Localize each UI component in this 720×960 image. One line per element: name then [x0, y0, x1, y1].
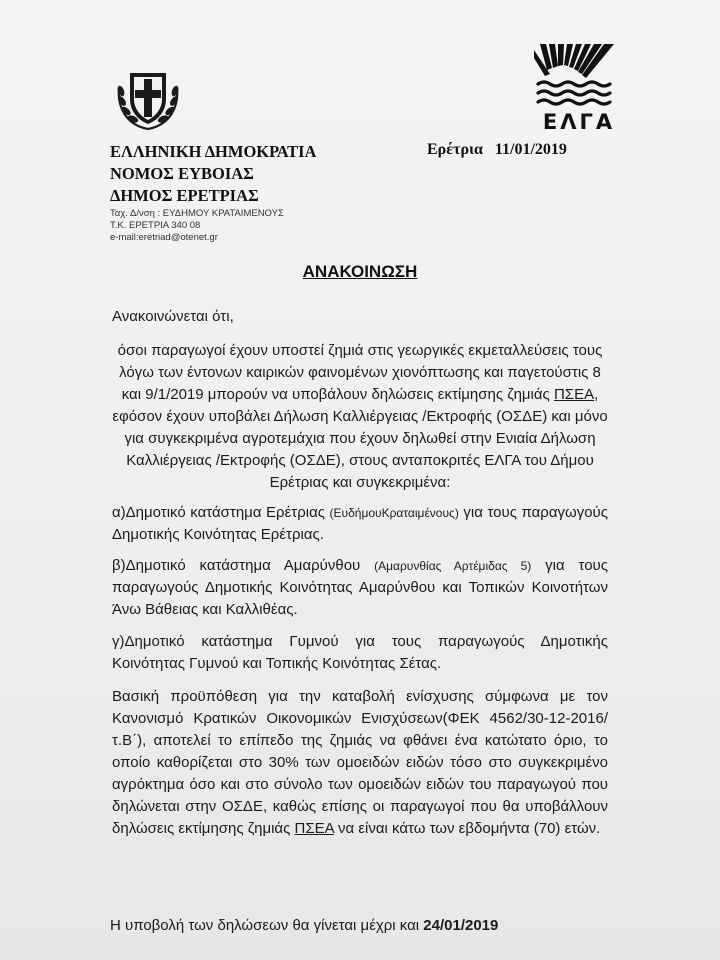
psea-term: ΠΣΕΑ [553, 386, 595, 403]
place-date [427, 141, 567, 159]
deadline-text: Η υποβολή των δηλώσεων θα γίνεται μέχρι και [110, 917, 424, 934]
issuer-line: ΔΗΜΟΣ ΕΡΕΤΡΙΑΣ [110, 186, 259, 205]
paragraph-amarynthos [112, 555, 608, 621]
paragraph-eretria [112, 502, 608, 546]
paragraph-conditions [112, 686, 608, 840]
place: Ερέτρια [427, 141, 483, 158]
paragraph-text: να είναι κάτω των εβδομήντα (70) ετών. [333, 820, 601, 837]
psea-term: ΠΣΕΑ [294, 820, 334, 837]
issuer-block [110, 141, 316, 207]
intro-line: Ανακοινώνεται ότι, [112, 308, 234, 325]
elga-logo-text: ΕΛΓΑ [542, 110, 616, 134]
paragraph-text: για τους παραγωγούς Δημοτικής Κοινότητας Ερέτριας. [112, 504, 608, 543]
contact-email: e-mail:eretriad@otenet.gr [110, 232, 218, 243]
document-heading: ΑΝΑΚΟΙΝΩΣΗ [302, 262, 418, 281]
deadline-line [110, 917, 498, 934]
paragraph-text: για τους παραγωγούς Δημοτικής Κοινότητας Αμαρύνθου και Τοπικών Κοινοτήτων Άνω Βάθειας και Καλλιθέας. [112, 557, 608, 618]
paragraph-text: όσοι παραγωγοί έχουν υποστεί ζημιά στις γεωργικές εκμεταλλεύσεις τους λόγω των έντονων καιρικών φαινομένων χιονόπτωσης και παγετούστις 8 και 9/1/2019 μπορούν να υποβάλουν δηλώσεις εκτίμησης ζημιάς [117, 342, 603, 403]
greek-emblem-logo [112, 63, 184, 135]
paragraph-text: β)Δημοτικό κατάστημα Αμαρύνθου [112, 557, 375, 574]
issuer-line: ΝΟΜΟΣ ΕΥΒΟΙΑΣ [110, 164, 254, 183]
paragraph-text: , εφόσον έχουν υποβάλει Δήλωση Καλλιέργειας /Εκτροφής (ΟΣΔΕ) και μόνο για συγκεκριμένα αγροτεμάχια που έχουν δηλωθεί στην Ενιαία Δήλωση Καλλιέργειας /Εκτροφής (ΟΣΔΕ), στους ανταποκριτές ΕΛΓΑ του Δήμου Ερέτριας και συγκεκριμένα: [112, 386, 608, 491]
paragraph-main [112, 340, 608, 494]
deadline-date: 24/01/2019 [423, 917, 499, 934]
contact-address: Ταχ. Δ/νση : ΕΥΔΗΜΟΥ ΚΡΑΤΑΙΜΕΝΟΥΣ [110, 208, 284, 219]
office-address: (ΕυδήμουΚραταιμένους) [329, 506, 459, 520]
contact-postcode: Τ.Κ. ΕΡΕΤΡΙΑ 340 08 [110, 220, 201, 231]
paragraph-text: Βασική προϋπόθεση για την καταβολή ενίσχυσης σύμφωνα με τον Κανονισμό Κρατικών Οικονομικών Ενισχύσεων(ΦΕΚ 4562/30-12-2016/τ.Β΄), αποτελεί το επίπεδο της ζημιάς να φθάνει ένα κατώτατο όριο, το οποίο καθορίζεται στο 30% των ομοειδών ειδών τόσο στο συγκεκριμένο αγρόκτημα όσο και στο σύνολο των ομοειδών ειδών του παραγωγού που δηλώνεται στην ΟΣΔΕ, καθώς επίσης οι παραγωγοί που θα υποβάλλουν δηλώσεις εκτίμησης ζημιάς [112, 688, 608, 837]
contact-block [110, 208, 284, 244]
paragraph-gymno: γ)Δημοτικό κατάστημα Γυμνού για τους παραγωγούς Δημοτικής Κοινότητας Γυμνού και Τοπικής Κοινότητας Σέτας. [112, 633, 608, 672]
paragraph-text: α)Δημοτικό κατάστημα Ερέτριας [112, 504, 330, 521]
office-address: (Αμαρυνθίας Αρτέμιδας 5) [374, 559, 532, 573]
issuer-line: ΕΛΛΗΝΙΚΗ ΔΗΜΟΚΡΑΤΙΑ [110, 142, 317, 161]
issue-date: 11/01/2019 [494, 141, 567, 158]
